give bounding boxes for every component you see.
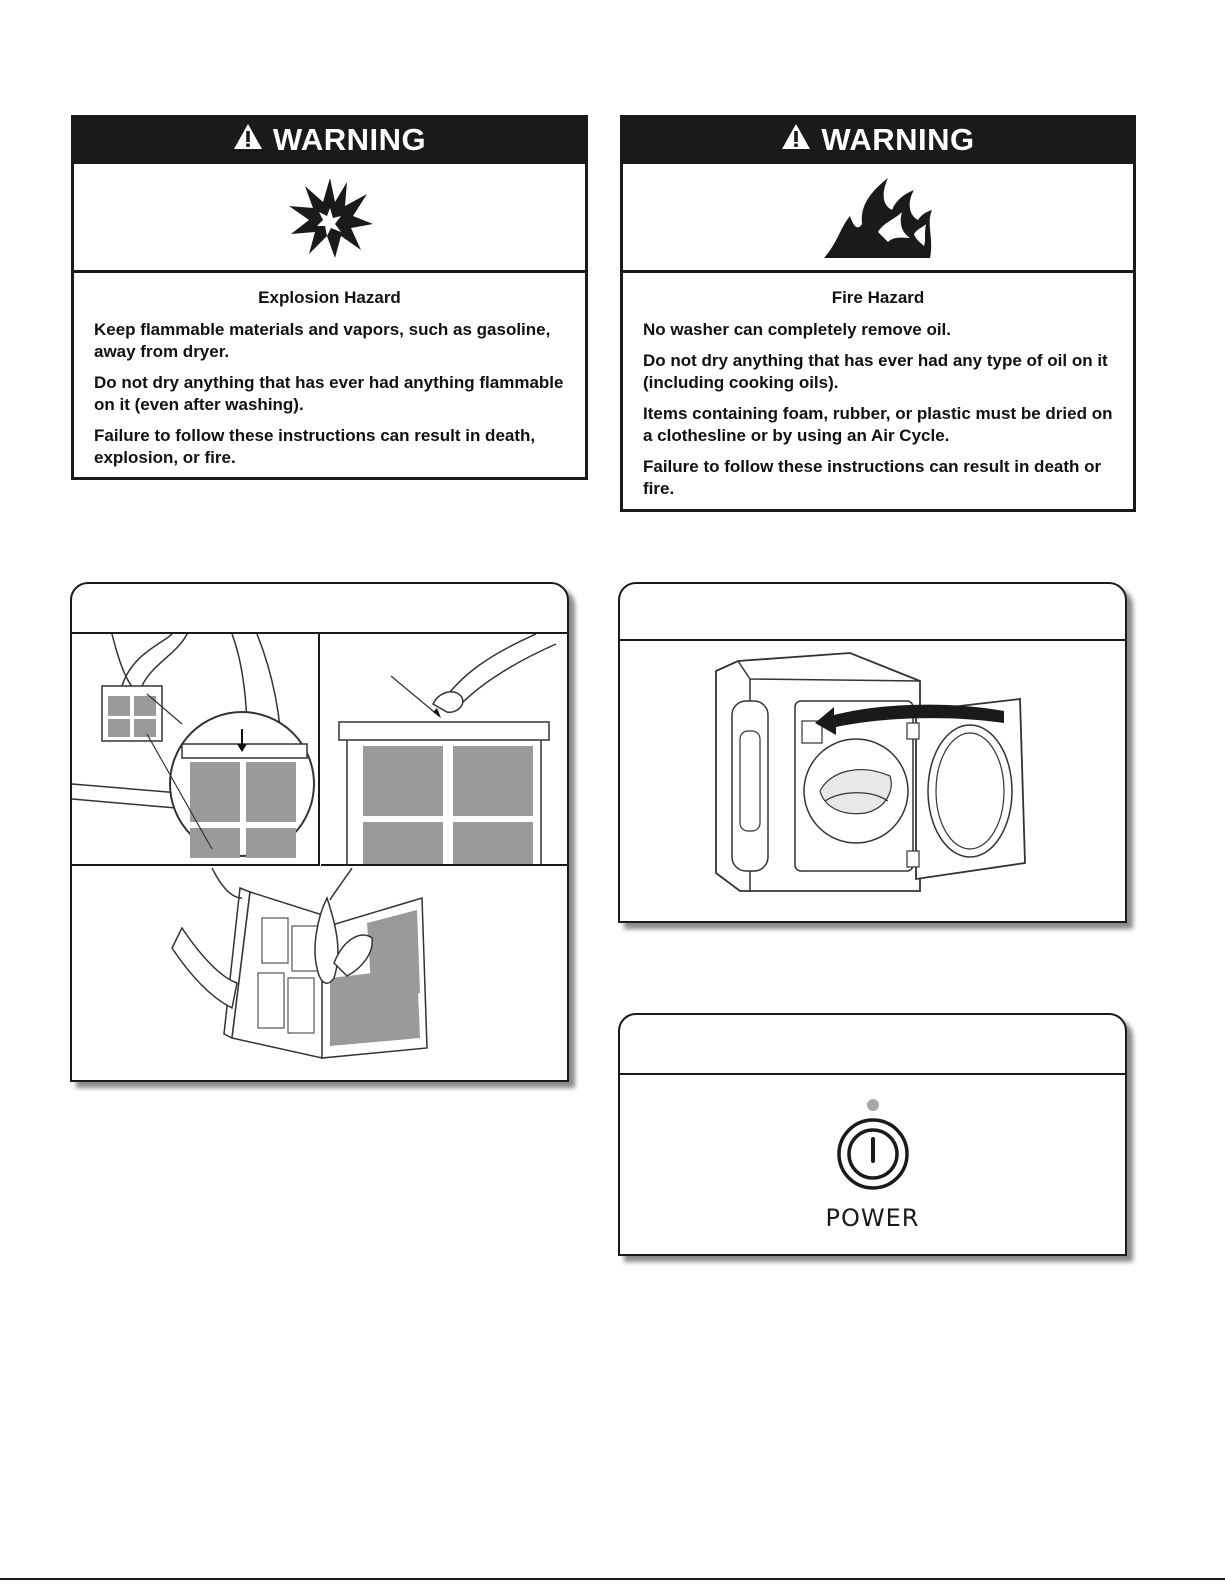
warning-title: WARNING [272,122,427,157]
warning-line: No washer can completely remove oil. [643,320,952,339]
power-control [620,1099,1125,1232]
alert-triangle-icon [781,122,811,158]
figure-title-bar [620,584,1125,641]
warning-line: Keep flammable materials and vapors, such as gasoline, away from dryer. [94,320,551,361]
hazard-title: Fire Hazard [831,288,925,307]
hazard-title: Explosion Hazard [258,288,401,307]
page-bottom-rule [0,1578,1225,1580]
warning-header [623,118,1133,162]
dryer-open-door-illustration [620,641,1125,921]
warning-box-fire [620,115,1136,512]
warning-line: Do not dry anything that has ever had any type of oil on it (including cooking oils). [643,351,1108,392]
warning-box-explosion [71,115,588,480]
lint-screen-in-dryer-illustration [72,634,320,866]
power-figure [618,1013,1127,1256]
warning-line: Items containing foam, rubber, or plastic must be dried on a clothesline or by using an Air Cycle. [643,404,1113,445]
warning-line: Failure to follow these instructions can result in death or fire. [643,457,1102,498]
lint-screen-removal-illustration [321,634,567,866]
dryer-door-figure [618,582,1127,923]
warning-line: Do not dry anything that has ever had anything flammable on it (even after washing). [94,373,564,414]
power-icon[interactable] [836,1117,910,1196]
power-label: POWER [825,1204,920,1232]
warning-line: Failure to follow these instructions can result in death, explosion, or fire. [94,426,536,467]
fire-icon [623,162,1133,273]
explosion-icon [74,162,585,273]
figure-title-bar [72,584,567,634]
warning-text [623,273,1133,523]
warning-header [74,118,585,162]
warning-text [74,273,585,492]
alert-triangle-icon [233,122,263,158]
lint-screen-cleaning-illustration [72,868,567,1080]
power-indicator-light [867,1099,879,1111]
lint-screen-figure [70,582,569,1082]
warning-title: WARNING [821,122,975,157]
figure-title-bar [620,1015,1125,1075]
